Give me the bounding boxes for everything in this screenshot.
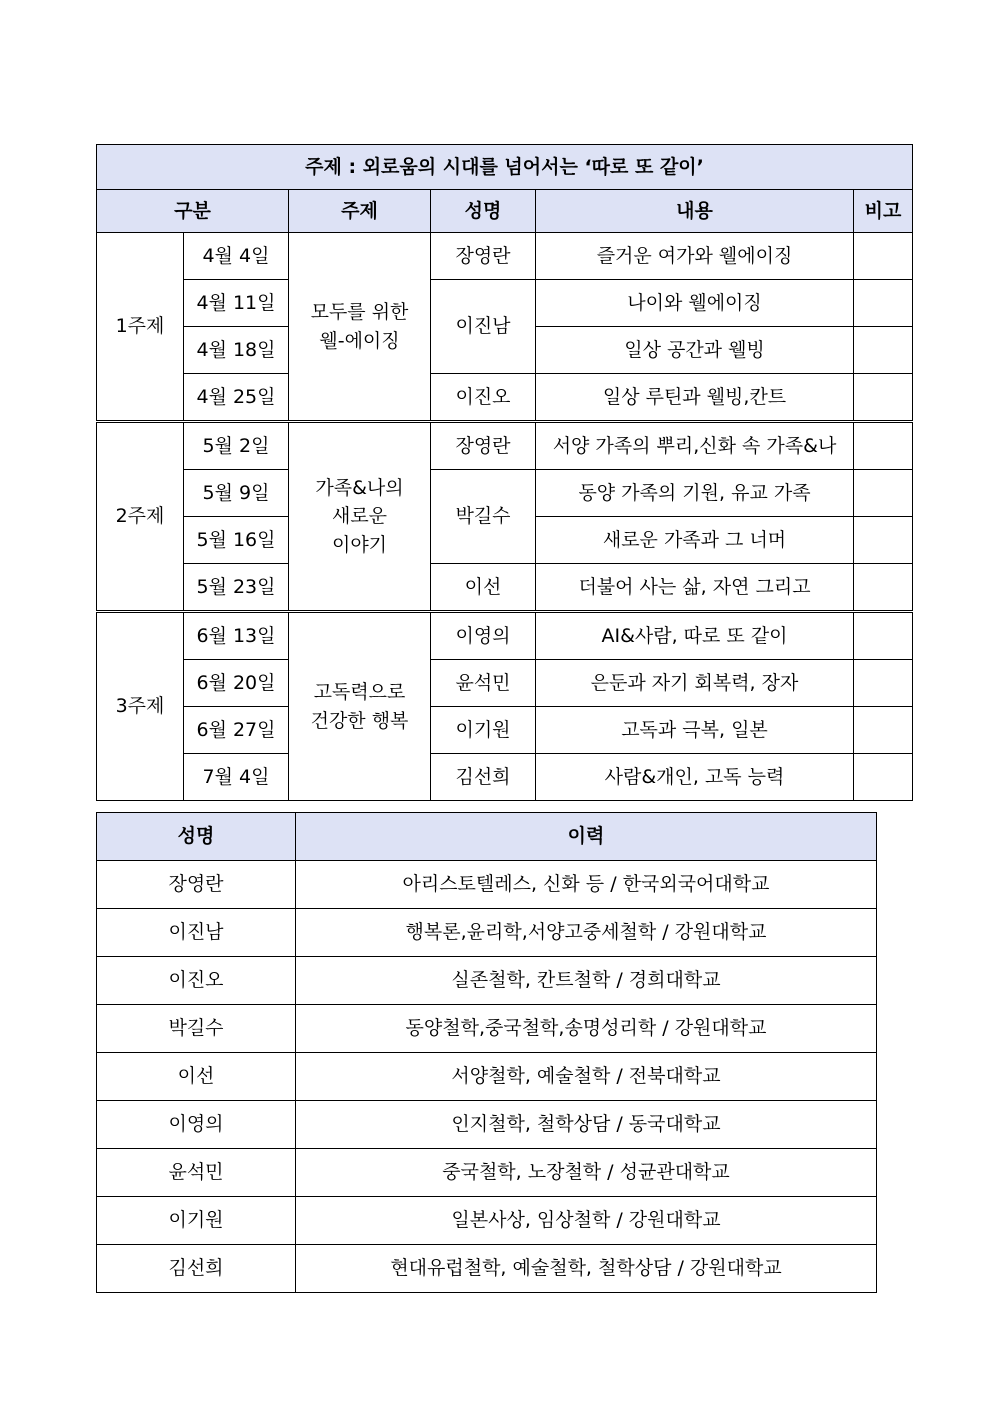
bio-header-row <box>97 813 877 861</box>
bio-row <box>97 1149 877 1197</box>
schedule-row <box>97 612 913 660</box>
session-date: 5월 23일 <box>184 564 289 612</box>
group-topic: 가족&나의 새로운 이야기 <box>289 422 431 612</box>
session-date: 4월 11일 <box>184 280 289 327</box>
group-label: 1주제 <box>97 233 184 422</box>
bio-row <box>97 1005 877 1053</box>
session-note <box>854 422 913 470</box>
schedule-row <box>97 374 913 422</box>
schedule-title: 주제 : 외로움의 시대를 넘어서는 ‘따로 또 같이’ <box>97 145 913 190</box>
schedule-row <box>97 422 913 470</box>
lecturer-history: 아리스토텔레스, 신화 등 / 한국외국어대학교 <box>296 861 877 909</box>
session-date: 5월 2일 <box>184 422 289 470</box>
schedule-row <box>97 233 913 280</box>
header-category: 구분 <box>97 190 289 233</box>
group-topic: 고독력으로 건강한 행복 <box>289 612 431 801</box>
lecturer-name: 김선희 <box>97 1245 296 1293</box>
schedule-row <box>97 280 913 327</box>
schedule-header-row <box>97 190 913 233</box>
session-speaker: 장영란 <box>431 233 536 280</box>
session-date: 4월 4일 <box>184 233 289 280</box>
lecturer-history: 동양철학,중국철학,송명성리학 / 강원대학교 <box>296 1005 877 1053</box>
session-speaker: 이기원 <box>431 707 536 754</box>
lecturer-name: 이진남 <box>97 909 296 957</box>
lecturer-history: 중국철학, 노장철학 / 성균관대학교 <box>296 1149 877 1197</box>
lecturer-name: 박길수 <box>97 1005 296 1053</box>
session-content: 고독과 극복, 일본 <box>536 707 854 754</box>
session-speaker: 김선희 <box>431 754 536 801</box>
session-note <box>854 470 913 517</box>
schedule-row <box>97 564 913 612</box>
schedule-row <box>97 470 913 517</box>
group-label: 3주제 <box>97 612 184 801</box>
session-speaker: 박길수 <box>431 470 536 564</box>
session-content: 일상 루틴과 웰빙,칸트 <box>536 374 854 422</box>
session-note <box>854 660 913 707</box>
session-content: 동양 가족의 기원, 유교 가족 <box>536 470 854 517</box>
lecturer-name: 윤석민 <box>97 1149 296 1197</box>
lecturer-bio-table <box>96 812 877 1293</box>
session-content: 일상 공간과 웰빙 <box>536 327 854 374</box>
session-date: 4월 25일 <box>184 374 289 422</box>
session-speaker: 장영란 <box>431 422 536 470</box>
lecturer-name: 이진오 <box>97 957 296 1005</box>
schedule-row <box>97 707 913 754</box>
lecturer-history: 일본사상, 임상철학 / 강원대학교 <box>296 1197 877 1245</box>
session-speaker: 이진남 <box>431 280 536 374</box>
schedule-row <box>97 660 913 707</box>
session-note <box>854 280 913 327</box>
session-note <box>854 707 913 754</box>
session-note <box>854 233 913 280</box>
bio-row <box>97 957 877 1005</box>
session-content: 사람&개인, 고독 능력 <box>536 754 854 801</box>
group-label: 2주제 <box>97 422 184 612</box>
session-date: 6월 13일 <box>184 612 289 660</box>
session-note <box>854 612 913 660</box>
bio-row <box>97 1053 877 1101</box>
session-speaker: 이진오 <box>431 374 536 422</box>
lecturer-name: 이영의 <box>97 1101 296 1149</box>
session-speaker: 이선 <box>431 564 536 612</box>
lecturer-history: 실존철학, 칸트철학 / 경희대학교 <box>296 957 877 1005</box>
schedule-row <box>97 754 913 801</box>
schedule-table <box>96 144 913 801</box>
lecturer-name: 이선 <box>97 1053 296 1101</box>
lecturer-history: 현대유럽철학, 예술철학, 철학상담 / 강원대학교 <box>296 1245 877 1293</box>
header-name: 성명 <box>97 813 296 861</box>
session-content: 더불어 사는 삶, 자연 그리고 <box>536 564 854 612</box>
header-note: 비고 <box>854 190 913 233</box>
session-content: AI&사람, 따로 또 같이 <box>536 612 854 660</box>
header-speaker: 성명 <box>431 190 536 233</box>
session-content: 새로운 가족과 그 너머 <box>536 517 854 564</box>
session-note <box>854 517 913 564</box>
session-date: 6월 27일 <box>184 707 289 754</box>
bio-row <box>97 1101 877 1149</box>
session-content: 서양 가족의 뿌리,신화 속 가족&나 <box>536 422 854 470</box>
bio-row <box>97 909 877 957</box>
session-date: 5월 16일 <box>184 517 289 564</box>
lecturer-history: 행복론,윤리학,서양고중세철학 / 강원대학교 <box>296 909 877 957</box>
header-content: 내용 <box>536 190 854 233</box>
session-content: 나이와 웰에이징 <box>536 280 854 327</box>
session-date: 6월 20일 <box>184 660 289 707</box>
session-speaker: 윤석민 <box>431 660 536 707</box>
lecturer-history: 인지철학, 철학상담 / 동국대학교 <box>296 1101 877 1149</box>
session-date: 5월 9일 <box>184 470 289 517</box>
session-date: 4월 18일 <box>184 327 289 374</box>
session-speaker: 이영의 <box>431 612 536 660</box>
session-note <box>854 374 913 422</box>
session-note <box>854 754 913 801</box>
session-note <box>854 564 913 612</box>
schedule-title-row <box>97 145 913 190</box>
header-history: 이력 <box>296 813 877 861</box>
bio-row <box>97 1197 877 1245</box>
group-topic: 모두를 위한 웰-에이징 <box>289 233 431 422</box>
lecturer-name: 이기원 <box>97 1197 296 1245</box>
session-note <box>854 327 913 374</box>
lecturer-history: 서양철학, 예술철학 / 전북대학교 <box>296 1053 877 1101</box>
header-topic: 주제 <box>289 190 431 233</box>
bio-row <box>97 1245 877 1293</box>
lecturer-name: 장영란 <box>97 861 296 909</box>
session-date: 7월 4일 <box>184 754 289 801</box>
session-content: 즐거운 여가와 웰에이징 <box>536 233 854 280</box>
session-content: 은둔과 자기 회복력, 장자 <box>536 660 854 707</box>
bio-row <box>97 861 877 909</box>
